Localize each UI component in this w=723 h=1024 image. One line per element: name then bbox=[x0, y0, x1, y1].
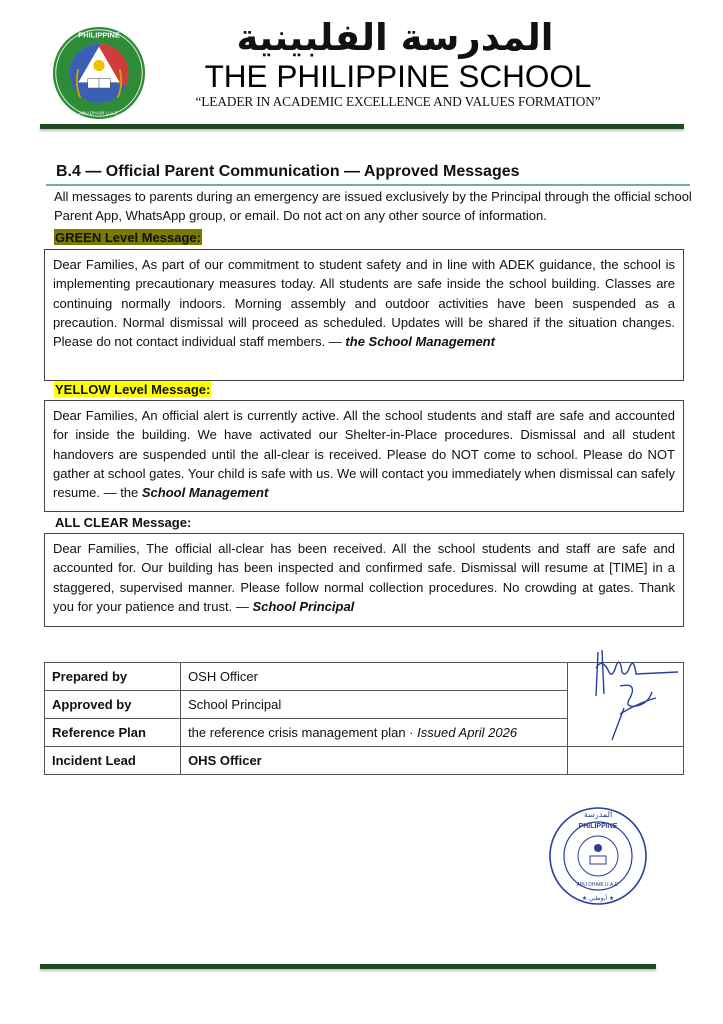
message-body: Dear Families, An official alert is currently active. All the school students and staff are safe and accounted for inside the building. We have activated our Shelter-in-Place procedures. Dismissal and all student handovers are suspended until the all-clear is received. Please do NOT come to school. Please do NOT gather at school gates. Your child is safe with us. We will contact you immediately when dismissal can safely resume. — bbox=[53, 408, 675, 501]
section-intro: All messages to parents during an emergency are issued exclusively by the Principal through the official school Parent App, WhatsApp group, or email. Do not act on any other source of information. bbox=[54, 189, 692, 223]
school-name-arabic: المدرسة الفلبينية bbox=[236, 16, 554, 59]
handwritten-signature-icon bbox=[590, 648, 680, 748]
row-value: School Principal bbox=[181, 691, 568, 719]
svg-text:ABU DHABI U.A.E.: ABU DHABI U.A.E. bbox=[78, 110, 120, 116]
green-level-label: GREEN Level Message: bbox=[55, 230, 201, 245]
all-clear-message bbox=[44, 533, 684, 627]
svg-text:PHILIPPINE: PHILIPPINE bbox=[578, 823, 618, 830]
header-divider bbox=[40, 124, 684, 129]
official-school-stamp-icon bbox=[546, 806, 650, 906]
table-row bbox=[45, 747, 684, 775]
section-title-underline bbox=[46, 184, 690, 186]
yellow-level-label: YELLOW Level Message: bbox=[55, 382, 211, 397]
row-value: OHS Officer bbox=[181, 747, 568, 775]
section-title: B.4 — Official Parent Communication — Approved Messages bbox=[56, 163, 520, 180]
green-level-message bbox=[44, 249, 684, 381]
message-body: Dear Families, As part of our commitment to student safety and in line with ADEK guidance, the school is implementing precautionary measures today. All students are safe inside the school building. Classes are continuing normally indoors. Morning assembly and outdoor activities have been suspended as a precaution. Normal dismissal will proceed as scheduled. Updates will be shared if the situation changes. Please do not contact individual staff members. — bbox=[53, 257, 675, 350]
row-key: Approved by bbox=[45, 691, 181, 719]
signoff-table bbox=[44, 662, 684, 775]
row-value bbox=[181, 719, 568, 747]
yellow-level-message bbox=[44, 400, 684, 512]
svg-text:PHILIPPINE: PHILIPPINE bbox=[78, 30, 120, 40]
empty-cell bbox=[568, 747, 684, 775]
row-key: Incident Lead bbox=[45, 747, 181, 775]
message-signoff: School Principal bbox=[252, 598, 355, 614]
school-name: THE PHILIPPINE SCHOOL bbox=[204, 58, 592, 94]
footer-divider bbox=[40, 964, 656, 969]
all-clear-label: ALL CLEAR Message: bbox=[55, 515, 192, 530]
svg-text:★ أبوظبي ★: ★ أبوظبي ★ bbox=[581, 895, 615, 902]
message-body: Dear Families, The official all-clear has been received. All the school students and staff are safe and accounted for. Our building has been inspected and confirmed safe. Dismissal will resume at [TIME] in a staggered, supervised manner. Please follow normal collection procedures. No crowding at gates. Thank you for your patience and trust. — bbox=[53, 541, 675, 614]
message-signoff: the School Management bbox=[345, 334, 495, 350]
school-seal-logo-icon bbox=[52, 26, 146, 120]
row-value: OSH Officer bbox=[181, 663, 568, 691]
school-motto: “LEADER IN ACADEMIC EXCELLENCE AND VALUES FORMATION” bbox=[195, 94, 601, 109]
row-key: Reference Plan bbox=[45, 719, 181, 747]
reference-plan-name: the reference crisis management plan · bbox=[188, 725, 418, 740]
svg-text:ABU DHABI U.A.E.: ABU DHABI U.A.E. bbox=[576, 882, 620, 888]
row-key: Prepared by bbox=[45, 663, 181, 691]
svg-text:المدرسة: المدرسة bbox=[583, 810, 613, 819]
table-row bbox=[45, 663, 684, 691]
message-signoff-prefix: the bbox=[120, 485, 142, 501]
issue-date: Issued April 2026 bbox=[417, 725, 518, 740]
message-signoff: School Management bbox=[141, 485, 269, 501]
